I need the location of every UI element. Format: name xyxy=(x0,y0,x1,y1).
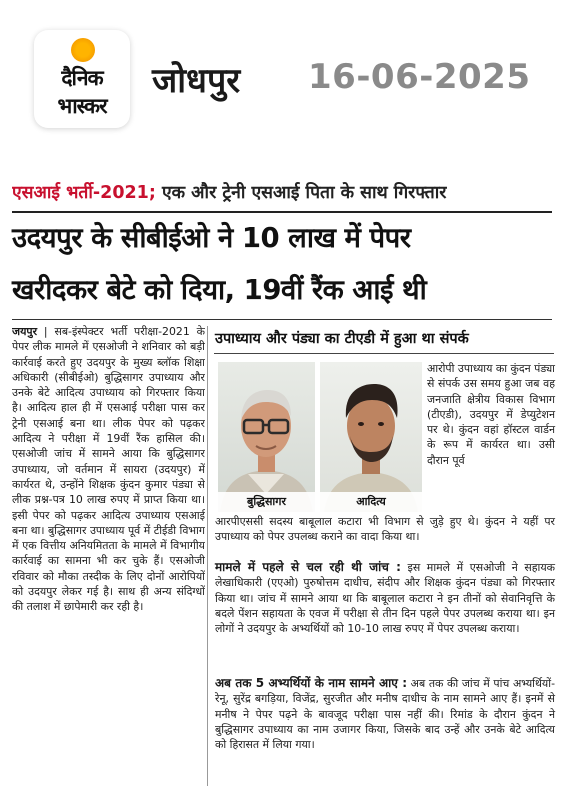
headline-rule xyxy=(12,319,552,320)
kicker-red: एसआई भर्ती-2021; xyxy=(12,183,156,203)
subheading: उपाध्याय और पंड्या का टीएडी में हुआ था संपर्क xyxy=(215,331,469,347)
portrait-older-man-image xyxy=(218,362,315,512)
kicker-rule xyxy=(12,211,552,213)
section-investigation-lead: मामले में पहले से चल रही थी जांच : xyxy=(215,560,401,574)
left-body-text: | सब-इंस्पेक्टर भर्ती परीक्षा-2021 के पेपर लीक मामले में एसओजी ने शनिवार को बड़ी कार्रवाई करते हुए उदयपुर के मुख्य ब्लॉक शिक्षा अधिकारी (सीबीईओ) बुद्धिसागर उपाध्याय और उनके बेटे आदित्य उपाध्याय को गिरफ्तार किया है। आदित्य हाल ही में एसआई परीक्षा पास कर ट्रेनी एसआई बना था। लीक पेपर को पढ़कर आदित्य ने परीक्षा में 19वीं रैंक हासिल की। एसओजी जांच में सामने आया कि बुद्धिसागर उपाध्याय, जो वर्तमान में सायरा (उदयपुर) में कार्यरत थे, उन्होंने शिक्षक कुंदन कुमार पंड्या से लीक प्रश्न-पत्र 10 लाख रुपए में प्राप्त किया था। इसी पेपर को पढ़कर आदित्य उपाध्याय एसआई बना था। बुद्धिसागर उपाध्याय पूर्व में टीईडी विभाग में एक वित्तीय अनियमितता के मामले में विभागीय कार्रवाई का सामना भी कर चुके हैं। एसओजी रविवार को मौका तस्दीक के लिए दोनों आरोपियों को उदयपुर लेकर गई है। साथ ही अन्य संदिग्धों की तलाश में छापेमारी कर रही है। xyxy=(12,325,205,614)
left-column-body xyxy=(12,324,205,790)
section-candidates-body: अब तक की जांच में पांच अभ्यर्थियों- रेनू, सुरेंद्र बगड़िया, विजेंद्र, सुरजीत और मनीष दाधीच के नाम सामने आए हैं। इनमें से मनीष ने पेपर पढ़ने के बावजूद परीक्षा पास नहीं की। रिमांड के दौरान कुंदन ने बुद्धिसागर उपाध्याय का नाम उजागर किया, जिसके बाद उन्हें और उनके बेटे आदित्य को हिरासत में लिया गया। xyxy=(215,677,555,752)
edition-date: 16-06-2025 xyxy=(308,57,531,97)
dainik-bhaskar-logo xyxy=(34,30,130,128)
section-candidates xyxy=(215,676,555,752)
kicker-rest: एक और ट्रेनी एसआई पिता के साथ गिरफ्तार xyxy=(155,183,447,203)
logo-text-line1: दैनिक xyxy=(61,66,103,90)
dateline: जयपुर xyxy=(12,325,38,338)
kicker xyxy=(12,180,557,210)
headline-line1: उदयपुर के सीबीईओ ने 10 लाख में पेपर xyxy=(12,222,411,254)
sun-icon xyxy=(71,38,95,62)
headline-line2: खरीदकर बेटे को दिया, 19वीं रैंक आई थी xyxy=(12,274,427,306)
edition-city: जोधपुर xyxy=(152,61,241,101)
column-divider xyxy=(207,326,208,786)
section-candidates-lead: अब तक 5 अभ्यर्थियों के नाम सामने आए : xyxy=(215,676,408,690)
section-investigation xyxy=(215,560,555,636)
section-investigation-body: इस मामले में एसओजी ने सहायक लेखाधिकारी (एएओ) पुरुषोत्तम दाधीच, संदीप और शिक्षक कुंदन पंड्या को गिरफ्तार किया था। जांच में सामने आया था कि बाबूलाल कटारा ने इन तीनों को सेवानिवृत्ति के बदले पेंशन सहायता के एवज में परीक्षा से तीन दिन पहले पेपर उपलब्ध कराया था। इन लोगों ने उदयपुर के अभ्यर्थियों को 10-10 लाख रुपए में पेपर उपलब्ध कराया। xyxy=(215,561,555,636)
wide-body: आरपीएससी सदस्य बाबूलाल कटारा भी विभाग से जुड़े हुए थे। कुंदन ने यहीं पर उपाध्याय को पेपर उपलब्ध कराने का वादा किया था। xyxy=(215,515,555,544)
subheading-rule xyxy=(214,353,554,354)
portrait-young-man-image xyxy=(320,362,422,512)
photo-caption-aditya: आदित्य xyxy=(320,492,422,512)
logo-text-line2: भास्कर xyxy=(57,94,107,118)
side-body: आरोपी उपाध्याय का कुंदन पंड्या से संपर्क उस समय हुआ जब वह जनजाति क्षेत्रीय विकास विभाग (टीएडी), उदयपुर में डेप्युटेशन पर थे। कुंदन वहां हॉस्टल वार्डन के रूप में कार्यरत था। उसी दौरान पूर्व xyxy=(427,362,556,467)
photo-aditya xyxy=(320,362,422,512)
masthead xyxy=(0,0,563,150)
photo-caption-buddhisagar: बुद्धिसागर xyxy=(218,492,315,512)
photo-buddhisagar xyxy=(218,362,315,512)
